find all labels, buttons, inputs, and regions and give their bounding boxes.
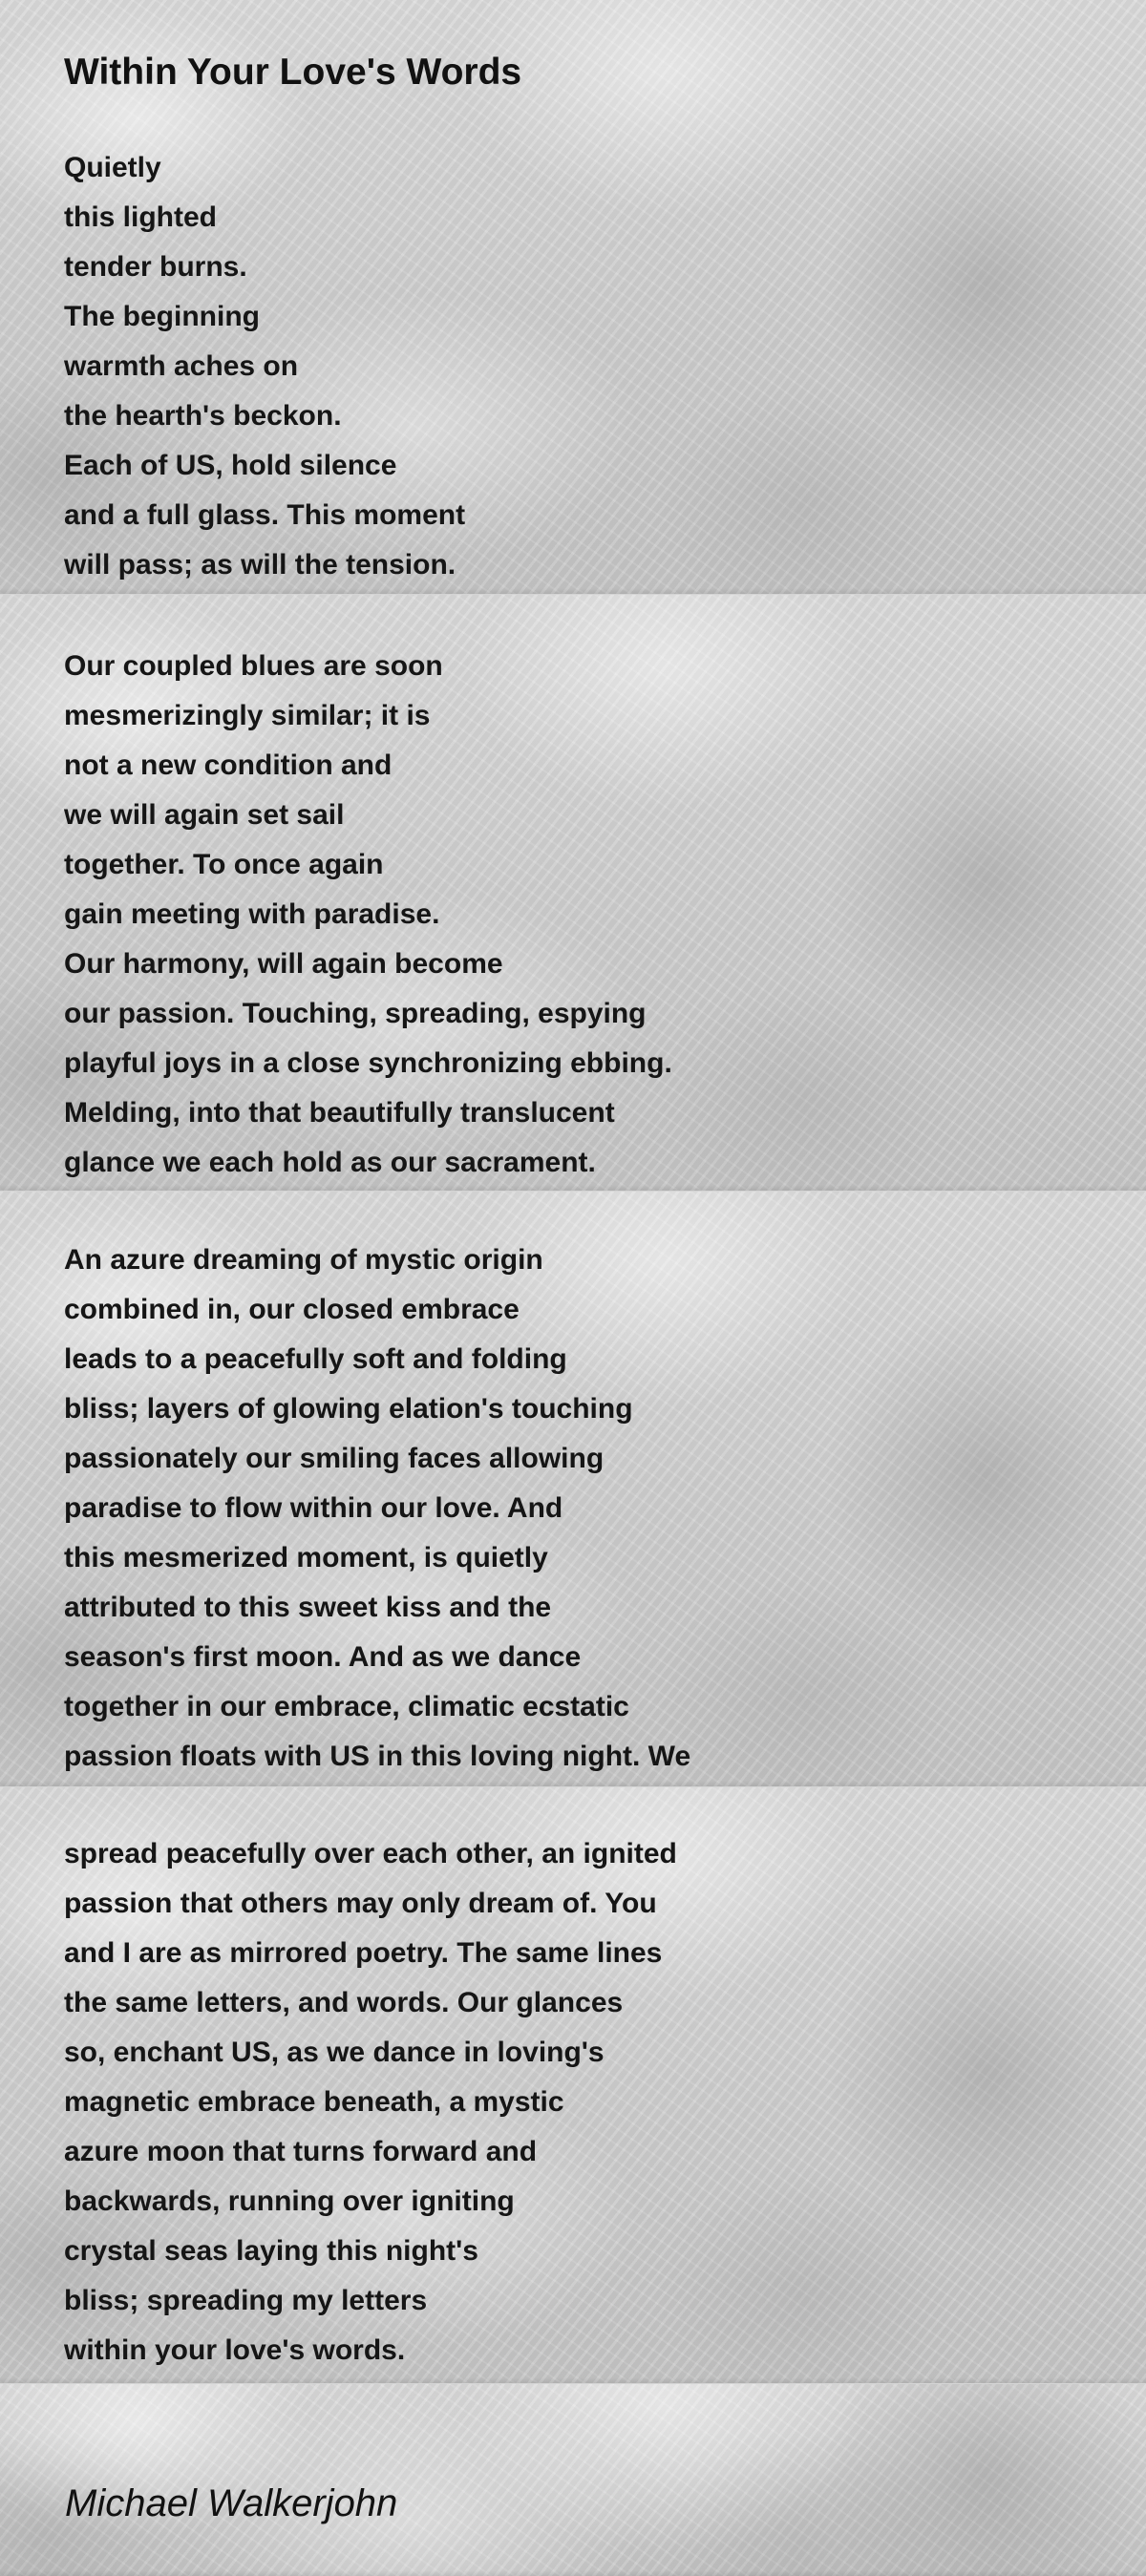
poem-line: not a new condition and	[64, 750, 393, 781]
poem-line: glance we each hold as our sacrament.	[64, 1147, 596, 1178]
poem-line: Quietly	[64, 152, 161, 183]
poem-title: Within Your Love's Words	[64, 52, 522, 93]
poem-line: Each of US, hold silence	[64, 450, 397, 481]
poem-stanza-3	[64, 1235, 690, 1782]
poem-stanza-2	[64, 642, 672, 1188]
poem-line: warmth aches on	[64, 350, 299, 382]
poem-line: so, enchant US, as we dance in loving's	[64, 2037, 605, 2068]
poem-line: backwards, running over igniting	[64, 2185, 515, 2217]
poem-line: Melding, into that beautifully translucent	[64, 1097, 615, 1129]
poem-line: we will again set sail	[64, 799, 345, 831]
poem-line: and a full glass. This moment	[64, 499, 466, 531]
poem-line: crystal seas laying this night's	[64, 2235, 478, 2267]
poem-line: our passion. Touching, spreading, espying	[64, 998, 647, 1029]
poem-line: An azure dreaming of mystic origin	[64, 1244, 543, 1276]
poem-line: Our coupled blues are soon	[64, 650, 443, 682]
poem-line: the hearth's beckon.	[64, 400, 342, 432]
poem-line: season's first moon. And as we dance	[64, 1641, 582, 1673]
poem-line: bliss; spreading my letters	[64, 2285, 428, 2316]
poem-line: Our harmony, will again become	[64, 948, 503, 980]
poem-line: bliss; layers of glowing elation's touching	[64, 1393, 633, 1425]
poem-line: spread peacefully over each other, an ignited	[64, 1838, 677, 1869]
poem-line: azure moon that turns forward and	[64, 2136, 538, 2167]
poem-line: together in our embrace, climatic ecstatic	[64, 1691, 629, 1722]
poem-stanza-4	[64, 1829, 677, 2375]
poem-line: playful joys in a close synchronizing ebbing.	[64, 1047, 672, 1079]
poem-line: together. To once again	[64, 849, 384, 880]
author-name: Michael Walkerjohn	[65, 2482, 398, 2524]
poem-line: passion floats with US in this loving night. We	[64, 1741, 691, 1772]
poem-line: attributed to this sweet kiss and the	[64, 1592, 552, 1623]
poem-line: within your love's words.	[64, 2334, 406, 2366]
poem-line: The beginning	[64, 301, 260, 332]
poem-line: combined in, our closed embrace	[64, 1294, 520, 1325]
poem-line: passionately our smiling faces allowing	[64, 1443, 605, 1474]
poem-line: this lighted	[64, 201, 217, 233]
poem-line: leads to a peacefully soft and folding	[64, 1343, 567, 1375]
poem-line: the same letters, and words. Our glances	[64, 1987, 624, 2018]
poem-line: will pass; as will the tension.	[64, 549, 456, 581]
poem-stanza-1	[64, 143, 465, 590]
poem-line: mesmerizingly similar; it is	[64, 700, 431, 731]
poem-line: and I are as mirrored poetry. The same lines	[64, 1937, 663, 1969]
poem-line: this mesmerized moment, is quietly	[64, 1542, 548, 1573]
poem-line: gain meeting with paradise.	[64, 898, 440, 930]
poem-line: magnetic embrace beneath, a mystic	[64, 2086, 564, 2118]
poem-line: tender burns.	[64, 251, 247, 283]
poem-line: paradise to flow within our love. And	[64, 1492, 563, 1524]
poem-line: passion that others may only dream of. You	[64, 1888, 657, 1919]
